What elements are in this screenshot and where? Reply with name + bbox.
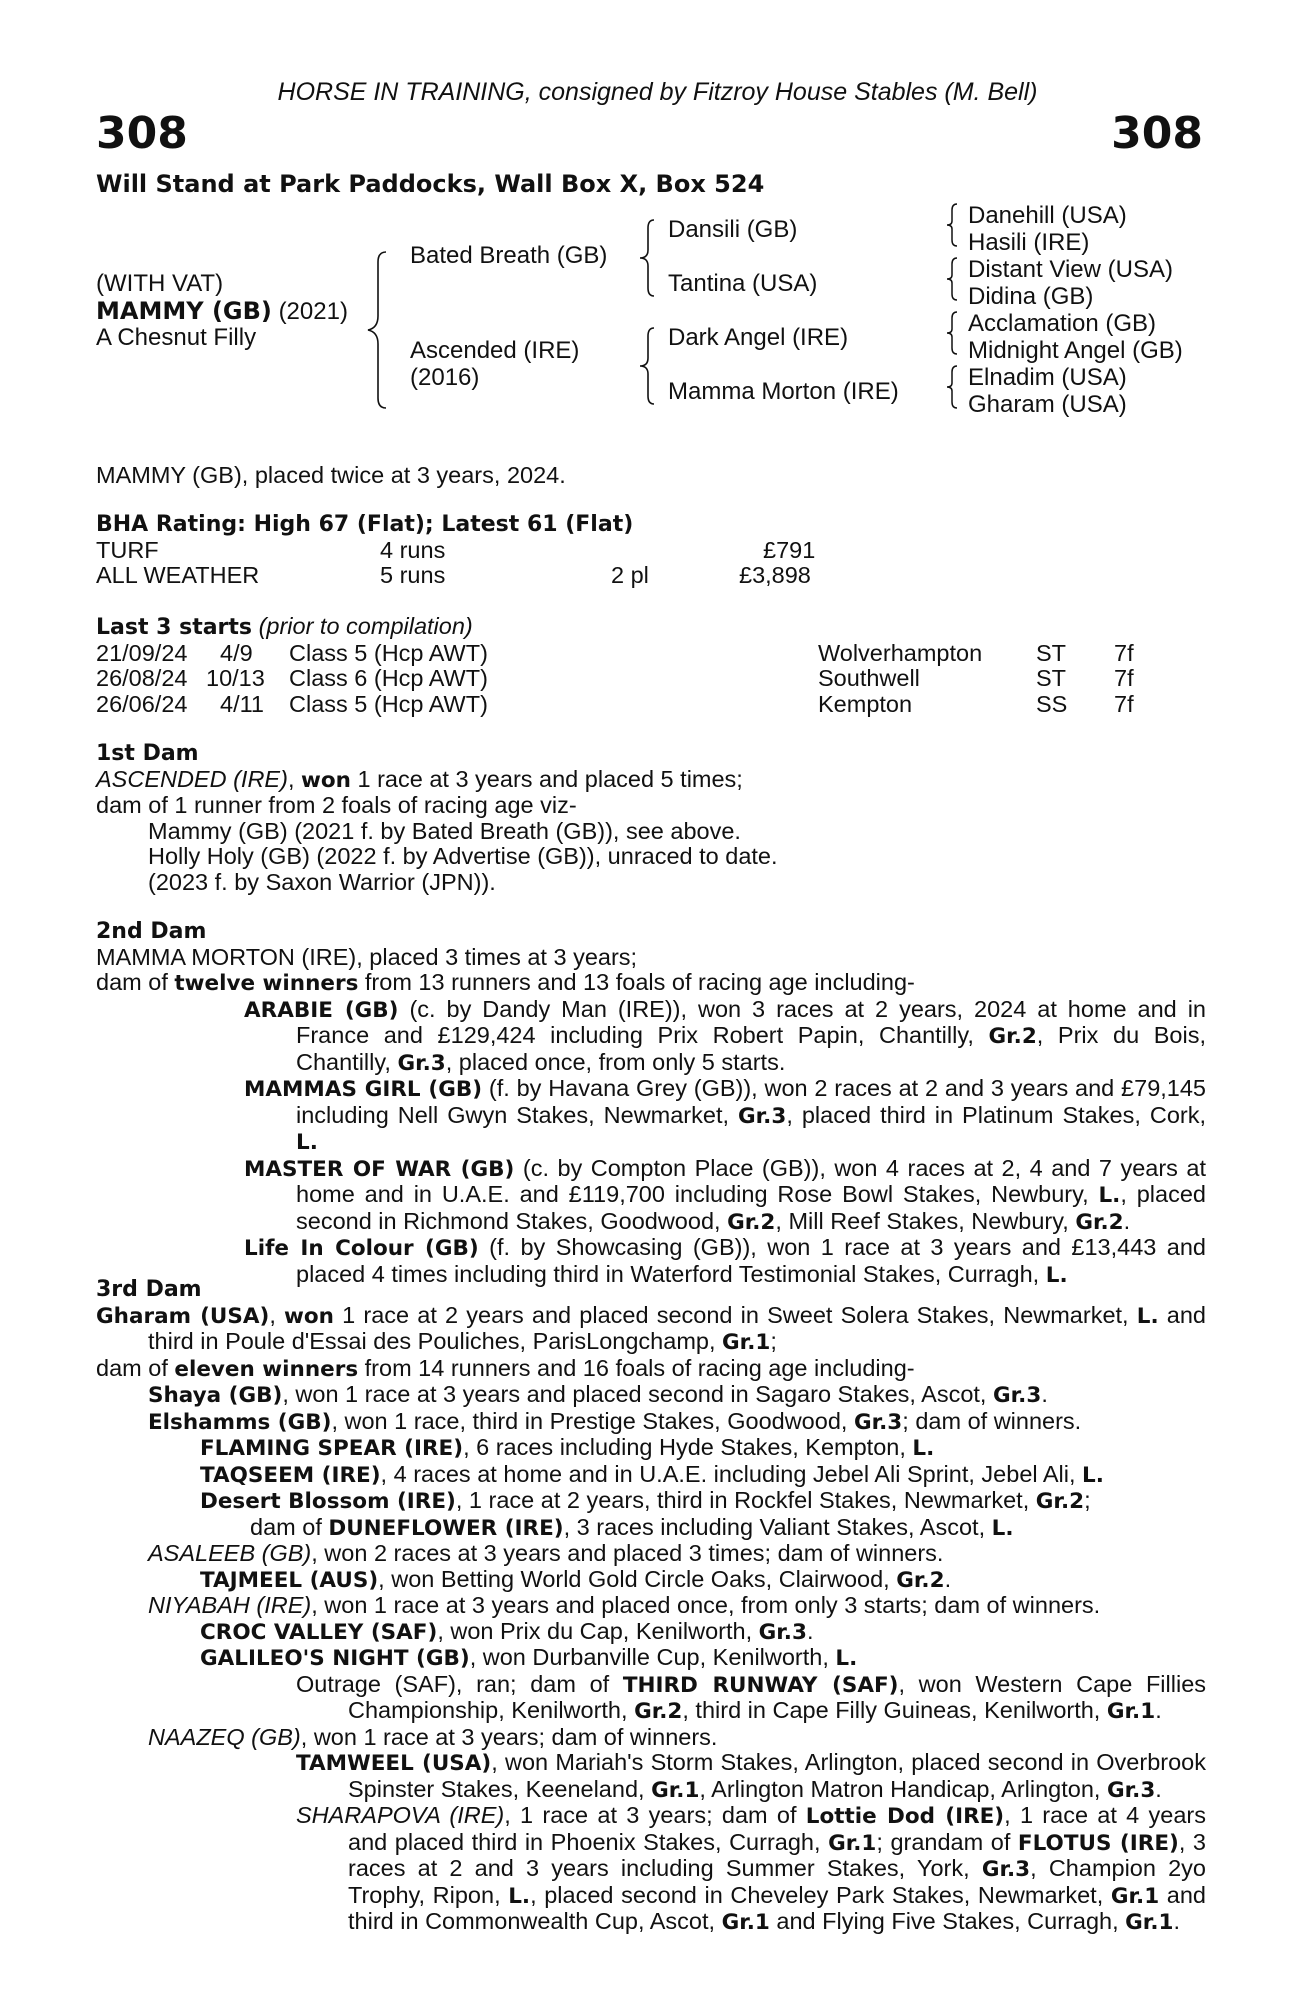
grade: L. [1098,1183,1121,1208]
text: . [944,1565,952,1592]
text: , placed third in Platinum Stakes, Cork, [786,1101,1206,1128]
second-dam-section [96,919,1206,1288]
text: , won 1 race, third in Prestige Stakes, Goodwood, [331,1407,854,1434]
start-position: 10/13 [206,665,265,691]
text: , won 1 race at 3 years and placed once, from only 3 starts; dam of winners. [311,1592,1101,1618]
progeny-name: Shaya (GB) [148,1383,283,1408]
third-dam-section [96,1277,1206,1936]
ggp-brace-3 [944,310,960,356]
third-dam-intro [96,1356,1206,1383]
text: , Prix du Bois, Chantilly, [296,1022,1206,1075]
text: , placed second in Richmond Stakes, Goodwood, [296,1181,1206,1234]
grade: Gr.3 [981,1857,1031,1882]
start-position: 4/9 [220,639,253,666]
grade: L. [296,1130,318,1155]
progeny-outrage [96,1672,1206,1725]
text: , won Mariah's Storm Stakes, Arlington, placed second in Overbrook Spinster Stakes, Keeneland, [348,1749,1206,1802]
pedigree-brace-dam [636,326,658,406]
start-class: Class 5 (Hcp AWT) [289,639,488,666]
progeny-name: MAMMAS GIRL (GB) [244,1077,483,1102]
lot-number-right: 308 [1111,108,1203,159]
progeny-naazeq [96,1725,1206,1751]
text: , placed once, from only 5 starts. [445,1048,786,1075]
text: , 1 race at 2 years, third in Rockfel Stakes, Newmarket, [455,1487,1036,1513]
text: . [1123,1207,1131,1234]
produce-item: (2023 f. by Saxon Warrior (JPN)). [148,868,496,895]
text: , placed second in Cheveley Park Stakes, Newmarket, [530,1881,1111,1908]
start-class: Class 5 (Hcp AWT) [289,690,488,717]
pedigree-dam-year: (2016) [410,364,480,391]
progeny-arabie [96,997,1206,1077]
produce-item: Holly Holy (GB) (2022 f. by Advertise (GB)), unraced to date. [148,843,778,869]
rating-prize: £3,898 [739,562,811,588]
consignment-line: HORSE IN TRAINING, consigned by Fitzroy House Stables (M. Bell) [277,78,1038,106]
grade: Gr.3 [993,1383,1042,1408]
text: . [1173,1908,1180,1934]
pedigree-sire-sire: Dansili (GB) [668,216,798,243]
progeny-taqseem [96,1462,1206,1489]
winners-count: eleven winners [174,1356,359,1382]
grade: Gr.1 [721,1910,770,1935]
progeny-elshamms [96,1409,1206,1436]
first-dam-line: ASCENDED (IRE), won 1 race at 3 years and placed 5 times; [96,765,743,793]
first-dam-name: ASCENDED (IRE) [96,765,288,792]
grade: Gr.3 [738,1103,787,1129]
progeny-name: Elshamms (GB) [148,1409,332,1435]
progeny-galileos-night [96,1645,1206,1672]
start-distance: 7f [1114,639,1134,666]
progeny-name: NIYABAH (IRE) [148,1592,312,1618]
progeny-asaleeb [96,1541,1206,1567]
text: , Mill Reef Stakes, Newbury, [775,1207,1076,1234]
grade: Gr.2 [634,1699,683,1724]
text: ; grandam of [876,1828,1018,1855]
winners-count: twelve winners [174,971,359,996]
text: dam of [96,1354,175,1381]
grade: Gr.1 [722,1330,771,1355]
text: from 13 runners and 13 foals of racing age including- [358,969,915,995]
progeny-name: DUNEFLOWER (IRE) [328,1515,564,1541]
produce-item: Mammy (GB) (2021 f. by Bated Breath (GB)), see above. [148,817,741,844]
text: , won 2 races at 3 years and placed 3 times; dam of winners. [311,1540,944,1566]
stand-location: Will Stand at Park Paddocks, Wall Box X, Box 524 [96,170,765,198]
second-dam-intro [96,970,1206,997]
start-distance: 7f [1114,690,1134,717]
start-date: 26/06/24 [96,690,188,717]
progeny-shaya [96,1382,1206,1409]
grade: Gr.2 [1075,1209,1124,1235]
pedigree-sire: Bated Breath (GB) [410,242,608,269]
start-distance: 7f [1114,665,1134,691]
progeny-master-of-war [96,1156,1206,1236]
horse-year: (2021) [278,298,348,325]
text: Outrage (SAF), ran; dam of [296,1670,623,1697]
text: , Champion 2yo Trophy, Ripon, [348,1855,1207,1908]
grade: Gr.3 [853,1409,903,1435]
text: ; dam of winners. [902,1407,1082,1434]
text: , 1 race at 4 years and placed third in Phoenix Stakes, Curragh, [348,1802,1207,1855]
text: . [806,1617,814,1644]
text: (f. by Havana Grey (GB)), won 2 races at 2 and 3 years and £79,145 including Nell Gwyn Stakes, Newmarket, [296,1075,1207,1128]
text: , 4 races at home and in U.A.E. including Jebel Ali Sprint, Jebel Ali, [380,1460,1083,1487]
text: and Flying Five Stakes, Curragh, [769,1908,1126,1934]
pedigree-dam-sire: Dark Angel (IRE) [668,324,849,351]
progeny-name: THIRD RUNWAY (SAF) [622,1672,899,1698]
horse-description: A Chesnut Filly [96,324,257,351]
grade: Gr.3 [758,1619,807,1645]
text: , won Durbanville Cup, Kenilworth, [469,1644,836,1670]
text: from 14 runners and 16 foals of racing age including- [358,1354,915,1381]
horse-name-line [96,297,348,326]
progeny-name: TAMWEEL (USA) [296,1751,492,1776]
ggp-brace-4 [944,364,960,410]
grade: Gr.1 [1106,1699,1156,1724]
ggp-1: Danehill (USA) [968,202,1127,229]
last-starts-section [96,614,1206,717]
text: , won 1 race at 3 years; dam of winners. [300,1723,718,1750]
progeny-name: Desert Blossom (IRE) [200,1489,456,1514]
text: , 1 race at 3 years; dam of [504,1802,806,1828]
text: dam of [96,969,175,995]
grade: Gr.2 [727,1209,776,1235]
progeny-name: Lottie Dod (IRE) [805,1804,1005,1829]
text: and third in Poule d'Essai des Pouliches, ParisLongchamp, [148,1301,1206,1354]
grade: L. [508,1883,531,1909]
ggp-5: Acclamation (GB) [968,310,1157,337]
rating-surface: TURF [96,536,159,563]
progeny-sharapova [96,1803,1206,1936]
grade: Gr.1 [828,1830,877,1856]
rating-prize: £791 [763,536,816,563]
progeny-name: ARABIE (GB) [244,997,399,1023]
grade: L. [991,1515,1014,1541]
start-date: 26/08/24 [96,665,188,691]
text: 1 race at 2 years and placed second in Sweet Solera Stakes, Newmarket, [334,1301,1137,1328]
text: , 6 races including Hyde Stakes, Kempton, [463,1434,913,1460]
start-course: Wolverhampton [818,639,983,666]
grade: L. [835,1646,858,1671]
text: , third in Cape Filly Guineas, Kenilworth, [682,1697,1107,1723]
ggp-6: Midnight Angel (GB) [968,337,1183,364]
text: . [1155,1775,1162,1802]
first-dam-produce-intro: dam of 1 runner from 2 foals of racing age viz- [96,792,577,818]
text: and third in Commonwealth Cup, Ascot, [348,1881,1206,1934]
rating-row-turf [96,538,1206,564]
text: , won Western Cape Fillies Championship, Kenilworth, [348,1670,1207,1723]
won: won [284,1303,334,1329]
second-dam-line: MAMMA MORTON (IRE), placed 3 times at 3 years; [96,943,638,970]
vat-label: (WITH VAT) [96,270,224,297]
start-course: Kempton [818,690,913,717]
first-dam-text: 1 race at 3 years and placed 5 times; [350,765,743,792]
progeny-name: FLAMING SPEAR (IRE) [200,1436,464,1461]
lot-number-left: 308 [96,108,188,159]
pedigree-brace-main [360,250,390,410]
start-class: Class 6 (Hcp AWT) [289,665,488,691]
progeny-name: SHARAPOVA (IRE) [296,1802,505,1828]
progeny-niyabah [96,1593,1206,1619]
pedigree-sire-dam: Tantina (USA) [668,270,818,297]
text: , won Betting World Gold Circle Oaks, Clairwood, [378,1565,897,1592]
text: , won 1 race at 3 years and placed second in Sagaro Stakes, Ascot, [282,1381,993,1407]
progeny-name: MASTER OF WAR (GB) [244,1156,515,1182]
start-position: 4/11 [220,690,264,717]
rating-row-aw [96,563,1206,589]
start-course: Southwell [818,665,920,691]
first-dam-heading: 1st Dam [96,741,199,766]
text: , won Prix du Cap, Kenilworth, [437,1617,759,1644]
first-dam-section [96,741,1206,895]
rating-placed: 2 pl [611,562,649,588]
ggp-8: Gharam (USA) [968,391,1127,418]
start-row [96,641,1206,667]
text: . [1155,1697,1162,1723]
pedigree-dam: Ascended (IRE) [410,337,580,364]
text: ; [770,1328,777,1354]
start-going: ST [1036,665,1067,691]
grade: Gr.3 [397,1050,446,1076]
start-date: 21/09/24 [96,639,188,666]
ggp-brace-1 [944,202,960,248]
third-dam-line: Gharam (USA), won 1 race at 2 years and placed second in Sweet Solera Stakes, Newmarket, L. and third in Poule d'Essai des Pouliches, ParisLongchamp, Gr.1; [96,1301,1206,1355]
text: . [1041,1381,1048,1407]
progeny-duneflower [96,1515,1206,1542]
text: (c. by Dandy Man (IRE)), won 3 races at 2 years, 2024 at home and in France and £129,424 including Prix Robert Papin, Chantilly, [296,995,1206,1048]
text: (f. by Showcasing (GB)), won 1 race at 3 years and £13,443 and placed 4 times including third in Waterford Testimonial Stakes, Curragh, [296,1234,1206,1287]
text: ; [1084,1487,1091,1513]
progeny-flaming-spear [96,1435,1206,1462]
last-starts-title: Last 3 starts [96,615,253,640]
grade: L. [1045,1262,1068,1288]
progeny-name: TAQSEEM (IRE) [200,1462,381,1488]
progeny-name: CROC VALLEY (SAF) [200,1619,438,1645]
progeny-name: ASALEEB (GB) [148,1540,312,1566]
ggp-2: Hasili (IRE) [968,229,1090,256]
start-going: ST [1036,639,1067,666]
start-going: SS [1036,690,1068,717]
text: , Arlington Matron Handicap, Arlington, [699,1775,1107,1802]
pedigree-dam-dam: Mamma Morton (IRE) [668,378,899,405]
first-dam-won: won [301,767,351,793]
grade: L. [1082,1462,1104,1488]
progeny-name: Life In Colour (GB) [244,1236,479,1261]
grade: Gr.1 [651,1777,700,1803]
rating-title: BHA Rating: High 67 (Flat); Latest 61 (Flat) [96,512,634,537]
rating-runs: 4 runs [380,536,446,563]
last-starts-note: (prior to compilation) [258,613,473,639]
rating-section [96,512,1206,589]
grade: L. [912,1436,935,1461]
last-starts-heading [96,614,1206,641]
ggp-7: Elnadim (USA) [968,364,1127,391]
grade: Gr.1 [1110,1883,1160,1909]
grade: Gr.1 [1125,1910,1174,1935]
text: dam of [250,1513,329,1540]
rating-surface: ALL WEATHER [96,562,260,588]
race-summary: MAMMY (GB), placed twice at 3 years, 2024. [96,462,566,488]
start-row [96,666,1206,692]
pedigree-brace-sire [636,218,658,298]
start-row [96,692,1206,718]
progeny-mammas-girl [96,1076,1206,1156]
progeny-croc-valley [96,1619,1206,1646]
text: , 3 races including Valiant Stakes, Ascot, [563,1513,992,1540]
second-dam-heading: 2nd Dam [96,919,207,944]
ggp-3: Distant View (USA) [968,256,1173,283]
third-dam-heading: 3rd Dam [96,1277,202,1302]
progeny-tamweel [96,1750,1206,1803]
progeny-name: GALILEO'S NIGHT (GB) [200,1646,470,1671]
rating-runs: 5 runs [380,562,446,588]
text: (c. by Compton Place (GB)), won 4 races at 2, 4 and 7 years at home and in U.A.E. and £119,700 including Rose Bowl Stakes, Newbury, [296,1154,1207,1207]
text: , 3 races at 2 and 3 years including Summer Stakes, York, [348,1828,1206,1881]
grade: Gr.2 [988,1024,1037,1049]
progeny-tajmeel [96,1567,1206,1594]
progeny-desert-blossom [96,1488,1206,1515]
grade: Gr.3 [1106,1777,1156,1803]
grade: Gr.2 [1035,1489,1085,1514]
grade: Gr.2 [896,1567,945,1593]
progeny-name: FLOTUS (IRE) [1017,1830,1179,1856]
ggp-brace-2 [944,256,960,302]
progeny-name: NAAZEQ (GB) [148,1723,301,1750]
ggp-4: Didina (GB) [968,283,1094,310]
progeny-name: TAJMEEL (AUS) [200,1567,379,1593]
third-dam-name: Gharam (USA) [96,1303,270,1329]
horse-name: MAMMY (GB) [96,297,272,325]
grade: L. [1136,1303,1159,1329]
